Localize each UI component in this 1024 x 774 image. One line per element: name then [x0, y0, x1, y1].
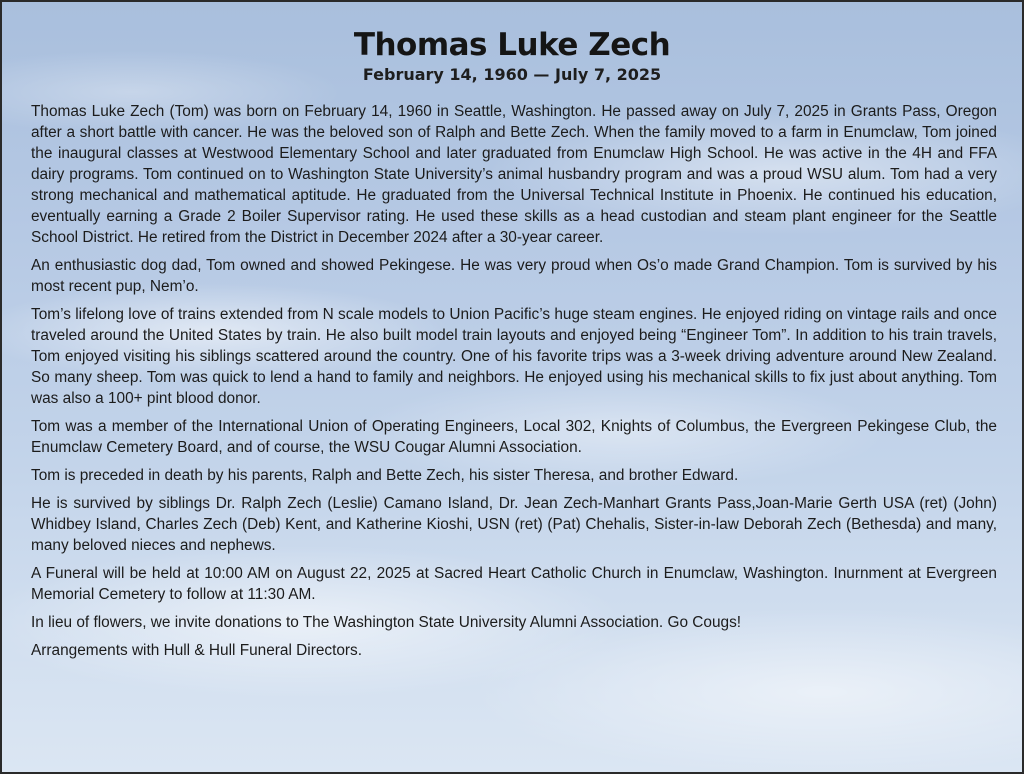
- obituary-name: Thomas Luke Zech: [353, 27, 671, 63]
- obituary-body: [31, 101, 997, 668]
- paragraph-trains: Tom’s lifelong love of trains extended from N scale models to Union Pacific’s huge steam engines. He enjoyed riding on vintage rails and once traveled around the United States by train. He also built model train layouts and enjoyed being “Engineer Tom”. In addition to his train travels, Tom enjoyed visiting his siblings scattered around the country. One of his favorite trips was a 3-week driving adventure around New Zealand. So many sheep. Tom was quick to lend a hand to family and neighbors. He enjoyed using his mechanical skills to fix just about anything. Tom was also a 100+ pint blood donor.: [31, 306, 997, 407]
- paragraph-dogs: An enthusiastic dog dad, Tom owned and showed Pekingese. He was very proud when Os’o made Grand Champion. Tom is survived by his most recent pup, Nem’o.: [31, 257, 997, 295]
- obituary-dates: February 14, 1960 — July 7, 2025: [362, 65, 662, 84]
- paragraph-arrangements: Arrangements with Hull & Hull Funeral Directors.: [31, 642, 363, 659]
- paragraph-memberships: Tom was a member of the International Union of Operating Engineers, Local 302, Knights of Columbus, the Evergreen Pekingese Club, the Enumclaw Cemetery Board, and of course, the WSU Cougar Alumni Association.: [31, 418, 997, 456]
- paragraph-preceded: Tom is preceded in death by his parents, Ralph and Bette Zech, his sister Theresa, and brother Edward.: [31, 467, 739, 484]
- paragraph-biography: Thomas Luke Zech (Tom) was born on February 14, 1960 in Seattle, Washington. He passed away on July 7, 2025 in Grants Pass, Oregon after a short battle with cancer. He was the beloved son of Ralph and Bette Zech. When the family moved to a farm in Enumclaw, Tom joined the inaugural classes at Westwood Elementary School and later graduated from Enumclaw High School. He was active in the 4H and FFA dairy programs. Tom continued on to Washington State University’s animal husbandry program and was a proud WSU alum. Tom had a very strong mechanical and mathematical aptitude. He graduated from the Universal Technical Institute in Phoenix. He continued his education, eventually earning a Grade 2 Boiler Supervisor rating. He used these skills as a head custodian and steam plant engineer for the Seattle School District. He retired from the District in December 2024 after a 30-year career.: [31, 103, 997, 246]
- obituary-header: [2, 26, 1022, 85]
- paragraph-survived: He is survived by siblings Dr. Ralph Zech (Leslie) Camano Island, Dr. Jean Zech-Manhart Grants Pass,Joan-Marie Gerth USA (ret) (John) Whidbey Island, Charles Zech (Deb) Kent, and Katherine Kioshi, USN (ret) (Pat) Chehalis, Sister-in-law Deborah Zech (Bethesda) and many, many beloved nieces and nephews.: [31, 495, 997, 554]
- paragraph-funeral: A Funeral will be held at 10:00 AM on August 22, 2025 at Sacred Heart Catholic Church in Enumclaw, Washington. Inurnment at Evergreen Memorial Cemetery to follow at 11:30 AM.: [31, 565, 997, 603]
- paragraph-donations: In lieu of flowers, we invite donations to The Washington State University Alumni Association. Go Cougs!: [31, 614, 742, 631]
